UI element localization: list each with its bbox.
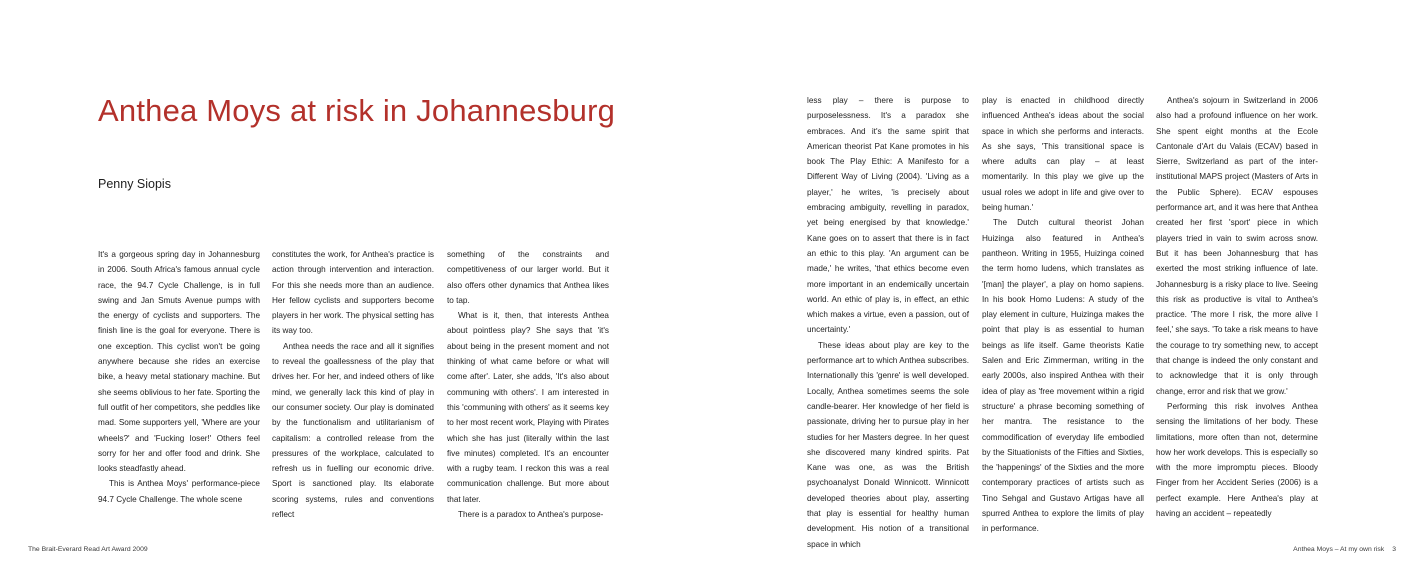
paragraph: This is Anthea Moys' performance-piece 94.7 Cycle Challenge. The whole scene	[98, 479, 260, 504]
paragraph: The Dutch cultural theorist Johan Huizinga also featured in Anthea's pantheon. Writing in 1955, Huizinga coined the term homo ludens, which translates as '[man] the player', a play on homo sapiens. In his book Homo Ludens: A study of the play element in culture, Huizinga makes the point that play is as essential to human beings as life itself. Game theorists Katie Salen and Eric Zimmerman, writing in the early 2000s, also inspired Anthea with their idea of play as 'free movement within a rigid structure' a phrase becoming something of her mantra. The resistance to the commodification of everyday life embodied by the Situationists of the Fifties and Sixties, the 'happenings' of the Sixties and the more contemporary practices of artists such as Tino Sehgal and Gustavo Artigas have all spurred Anthea to explore the limits of play in performance.	[982, 218, 1144, 534]
text-column-4	[807, 93, 969, 552]
paragraph: These ideas about play are key to the performance art to which Anthea subscribes. Internationally this 'genre' is well developed. Locally, Anthea sometimes seems the sole candle-bearer. Her knowledge of her field is passionate, driving her to pursue play in her studies for her Masters degree. In her quest she discovered many kindred spirits. Pat Kane was one, as was the British psychoanalyst Donald Winnicott. Winnicott developed theories about play, asserting that play is essential for healthy human development. His notion of a transitional space in which	[807, 340, 969, 549]
paragraph: less play – there is purpose to purposelessness. It's a paradox she embraces. And it's the same spirit that American theorist Pat Kane promotes in his book The Play Ethic: A Manifesto for a Different Way of Living (2004). 'Living as a player,' he writes, 'is precisely about embracing ambiguity, revelling in paradox, yet being energised by that knowledge.' Kane goes on to assert that there is in fact an ethic to this play. 'An argument can be made,' he writes, 'that ethics become even more important in an endemically uncertain world. An ethic of play is, in effect, an ethic which makes a virtue, even a passion, out of uncertainty.'	[807, 96, 969, 335]
paragraph: constitutes the work, for Anthea's practice is action through intervention and interaction. For this she needs more than an audience. Her fellow cyclists and supporters become players in her work. The physical setting has its way too.	[272, 250, 434, 336]
page-number: 3	[1392, 546, 1396, 553]
text-column-3	[447, 247, 609, 522]
author-name: Penny Siopis	[98, 177, 171, 191]
paragraph: Anthea needs the race and all it signifies to reveal the goallessness of the play that drives her. For her, and indeed others of like mind, we generally lack this kind of play in our consumer society. Our play is dominated by the functionalism and utilitarianism of capitalism: a controlled release from the pressures of the workplace, calculated to refresh us in fuelling our economic drive. Sport is sanctioned play. Its elaborate scoring systems, rules and conventions reflect	[272, 341, 434, 520]
text-column-1	[98, 247, 260, 507]
text-column-6	[1156, 93, 1318, 521]
paragraph: There is a paradox to Anthea's purpose-	[458, 510, 604, 520]
paragraph: What is it, then, that interests Anthea about pointless play? She says that 'it's about being in the present moment and not thinking of what came before or what will come after'. Later, she adds, 'It's also about communing with others'. I am interested in this 'communing with others' as it seems key to her most recent work, Playing with Pirates which she has just (literally within the last five minutes) completed. It's an encounter with a rugby team. I reckon this was a real communication challenge. But more about that later.	[447, 311, 609, 504]
paragraph: Anthea's sojourn in Switzerland in 2006 also had a profound influence on her work. She spent eight months at the Ecole Cantonale d'Art du Valais (ECAV) based in Sierre, Switzerland as part of the inter-institutional MAPS project (Masters of Arts in the Public Sphere). ECAV espouses performance art, and it was here that Anthea created her first 'sport' piece in which players tried in vain to swim across snow. But it has been Johannesburg that has exerted the most striking influence of late. Johannesburg is a risky place to live. Seeing this risk as productive is vital to Anthea's practice. 'The more I risk, the more alive I feel,' she says. 'To take a risk means to have the courage to try something new, to accept that change is indeed the only constant and to acknowledge that it is only through change, error and risk that we grow.'	[1156, 96, 1318, 396]
article-title: Anthea Moys at risk in Johannesburg	[98, 93, 616, 128]
footer-publication: The Brait-Everard Read Art Award 2009	[28, 546, 148, 553]
text-column-2	[272, 247, 434, 522]
paragraph: It's a gorgeous spring day in Johannesburg in 2006. South Africa's famous annual cycle race, the 94.7 Cycle Challenge, is in full swing and Jan Smuts Avenue pumps with the energy of cyclists and supporters. The finish line is the goal for everyone. There is one exception. This cyclist won't be going anywhere because she rides an exercise bike, a heavy metal stationary machine. But she seems oblivious to her fate. Sporting the full outfit of her competitors, she peddles like mad. Some supporters yell, 'Where are your wheels?' and 'Fucking loser!' Others feel sorry for her and offer food and drink. She looks steadfastly ahead.	[98, 250, 260, 474]
paragraph: play is enacted in childhood directly influenced Anthea's ideas about the social space in which she performs and interacts. As she says, 'This transitional space is where adults can play – at least momentarily. In this play we give up the usual roles we adopt in life and give over to being human.'	[982, 96, 1144, 213]
paragraph: Performing this risk involves Anthea sensing the limitations of her body. These limitations, more often than not, determine how her work develops. This is especially so with the more impromptu pieces. Bloody Finger from her Accident Series (2006) is a perfect example. Here Anthea's play at having an accident – repeatedly	[1156, 401, 1318, 519]
paragraph: something of the constraints and competitiveness of our larger world. But it also offers other dynamics that Anthea likes to tap.	[447, 250, 609, 305]
footer-title-text: Anthea Moys – At my own risk	[1293, 546, 1385, 553]
footer-running-title	[1293, 546, 1396, 553]
text-column-5	[982, 93, 1144, 537]
